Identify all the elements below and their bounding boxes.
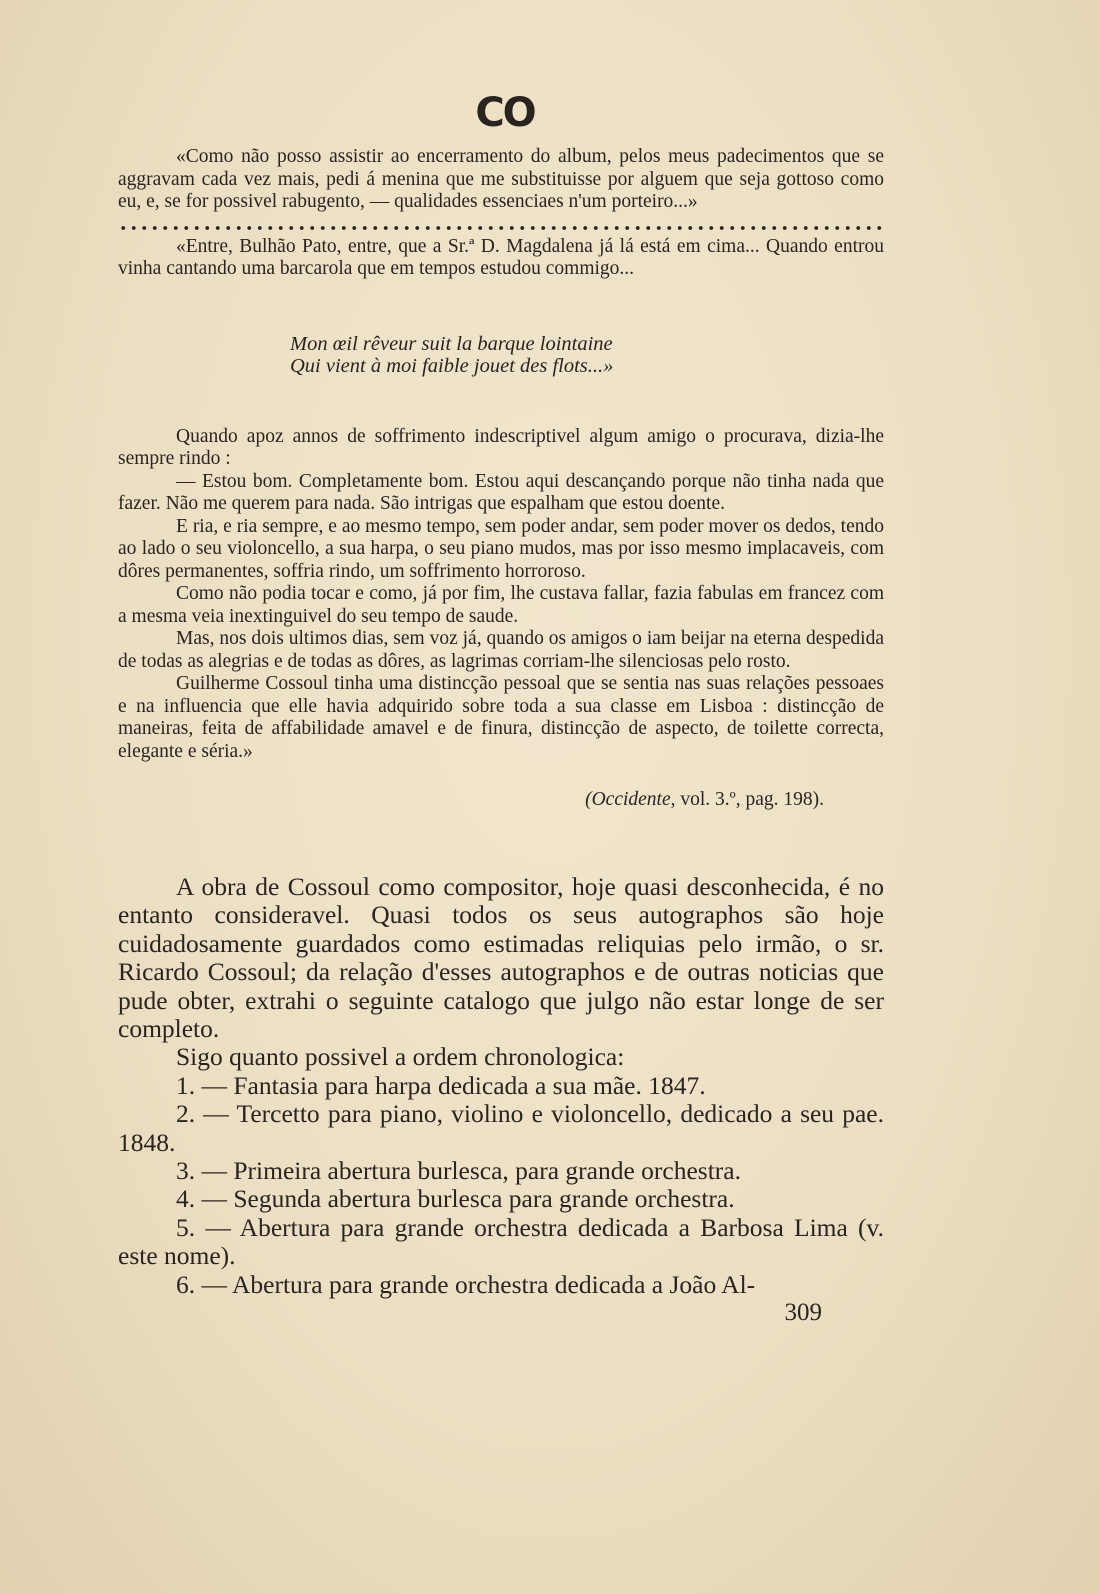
page xyxy=(118,88,884,1327)
letter-paragraph: «Como não posso assistir ao encerramento do album, pelos meus padecimentos que se aggravam cada vez mais, pedi á menina que me substituisse por alguem que seja gottoso como eu, e, se for possivel rabugento, — qualidades essenciaes n'um porteiro...» xyxy=(118,146,884,212)
intro-paragraph: A obra de Cossoul como compositor, hoje quasi desconhecida, é no entanto consideravel. Quasi todos os seus autographos são hoje cuidadosamente guardados como estimadas reliquias pelo irmão, o sr. Ricardo Cossoul; da relação d'esses autographos e de outras noticias que pude obter, extrahi o seguinte catalogo que julgo não estar longe de ser completo. xyxy=(118,872,884,1044)
catalog-list xyxy=(118,1072,884,1299)
quoted-letter xyxy=(118,146,884,811)
citation xyxy=(118,789,824,811)
verse-line: Mon œil rêveur suit la barque lointaine xyxy=(290,332,613,355)
catalog-item: 1. — Fantasia para harpa dedicada a sua mãe. 1847. xyxy=(176,1070,706,1100)
catalog-item: 4. — Segunda abertura burlesca para grande orchestra. xyxy=(176,1184,735,1214)
letter-paragraph: Mas, nos dois ultimos dias, sem voz já, quando os amigos o iam beijar na eterna despedida de todas as alegrias e de todas as dôres, as lagrimas corriam-lhe silenciosas pelo rosto. xyxy=(118,628,884,672)
page-number: 309 xyxy=(784,1299,822,1327)
letter-paragraph: «Entre, Bulhão Pato, entre, que a Sr.ª D. Magdalena já lá está em cima... Quando entrou vinha cantando uma barcarola que em tempos estudou commigo... xyxy=(118,235,884,279)
verse-line: Qui vient à moi faible jouet des flots...» xyxy=(290,355,614,377)
catalog-item: 3. — Primeira abertura burlesca, para grande orchestra. xyxy=(176,1156,741,1186)
letter-paragraph: E ria, e ria sempre, e ao mesmo tempo, sem poder andar, sem poder mover os dedos, tendo ao lado o seu violoncello, a sua harpa, o seu piano mudos, mas por isso mesmo implacaveis, com dôres permanentes, soffria rindo, um soffrimento horroroso. xyxy=(118,515,884,582)
running-header: CO xyxy=(475,90,535,136)
letter-paragraph: Quando apoz annos de soffrimento indescriptivel algum amigo o procurava, dizia-lhe sempre rindo : xyxy=(118,425,884,469)
letter-paragraph: — Estou bom. Completamente bom. Estou aqui descançando porque não tinha nada que fazer. Não me querem para nada. São intrigas que espalham que estou doente. xyxy=(118,470,884,514)
catalog-item: 6. — Abertura para grande orchestra dedicada a João Al- xyxy=(176,1269,756,1299)
catalog-item: 5. — Abertura para grande orchestra dedicada a Barbosa Lima (v. este nome). xyxy=(118,1212,884,1271)
citation-rest: vol. 3.º, pag. 198). xyxy=(675,789,824,810)
letter-paragraph: Como não podia tocar e como, já por fim, lhe custava fallar, fazia fabulas em francez com a mesma veia inextinguivel do seu tempo de saude. xyxy=(118,583,884,627)
letter-paragraph: Guilherme Cossoul tinha uma distincção pessoal que se sentia nas suas relações pessoaes e na influencia que elle havia adquirido sobre toda a sua classe em Lisboa : distincção de maneiras, feita de affabilidade amavel e de finura, distincção de aspecto, de toilette correcta, elegante e séria.» xyxy=(118,673,884,762)
citation-source: Occidente, xyxy=(591,789,676,810)
citation-open: ( xyxy=(585,789,592,810)
main-text xyxy=(118,873,884,1327)
order-note: Sigo quanto possivel a ordem chronologica: xyxy=(176,1042,625,1072)
french-verse xyxy=(290,333,884,378)
catalog-item: 2. — Tercetto para piano, violino e violoncello, dedicado a seu pae. 1848. xyxy=(118,1099,884,1157)
ellipsis-divider xyxy=(118,222,884,234)
